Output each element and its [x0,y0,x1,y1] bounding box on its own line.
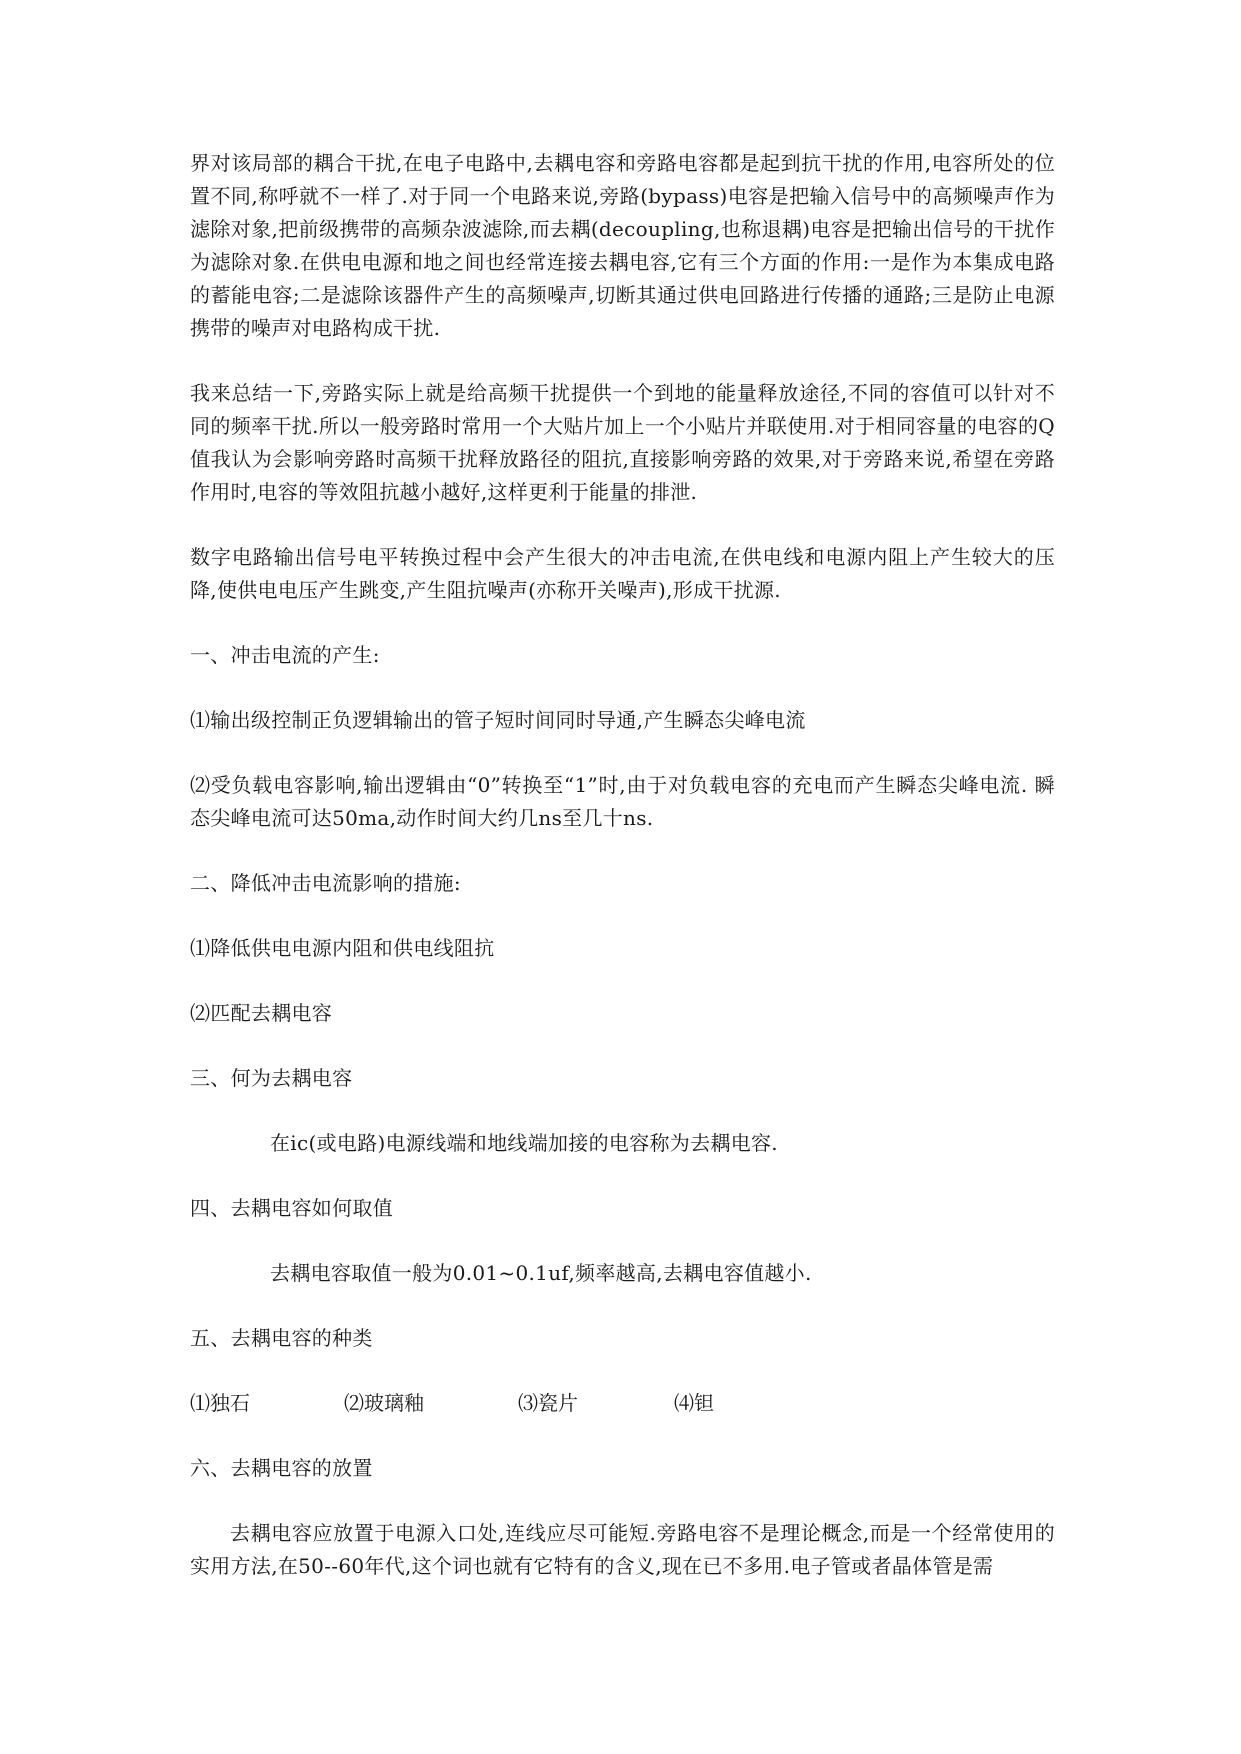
capacitor-type-item: ⑴独石 [190,1391,250,1415]
section-2-item-2: ⑵匹配去耦电容 [190,1001,333,1025]
heading-section-3: 三、何为去耦电容 [190,1066,353,1090]
heading-section-5: 五、去耦电容的种类 [190,1326,373,1350]
heading-section-2: 二、降低冲击电流影响的措施: [190,871,461,895]
section-2-item-1: ⑴降低供电电源内阻和供电线阻抗 [190,936,495,960]
capacitor-type-item: ⑷钽 [674,1391,714,1415]
paragraph-summary: 我来总结一下,旁路实际上就是给高频干扰提供一个到地的能量释放途径,不同的容值可以针对不同的频率干扰.所以一般旁路时常用一个大贴片加上一个小贴片并联使用.对于相同容量的电容的Q值我认为会影响旁路时高频干扰释放路径的阻抗,直接影响旁路的效果,对于旁路来说,希望在旁路作用时,电容的等效阻抗越小越好,这样更利于能量的排泄. [190,381,1055,504]
section-1-item-2: ⑵受负载电容影响,输出逻辑由“0”转换至“1”时,由于对负载电容的充电而产生瞬态尖峰电流. 瞬态尖峰电流可达50ma,动作时间大约几ns至几十ns. [190,773,1055,830]
document-page [190,147,1055,1583]
capacitor-types-list [190,1387,1055,1420]
paragraph-intro: 界对该局部的耦合干扰,在电子电路中,去耦电容和旁路电容都是起到抗干扰的作用,电容所处的位置不同,称呼就不一样了.对于同一个电路来说,旁路(bypass)电容是把输入信号中的高频噪声作为滤除对象,把前级携带的高频杂波滤除,而去耦(decoupling,也称退耦)电容是把输出信号的干扰作为滤除对象.在供电电源和地之间也经常连接去耦电容,它有三个方面的作用:一是作为本集成电路的蓄能电容;二是滤除该器件产生的高频噪声,切断其通过供电回路进行传播的通路;三是防止电源携带的噪声对电路构成干扰. [190,151,1055,340]
section-1-item-1: ⑴输出级控制正负逻辑输出的管子短时间同时导通,产生瞬态尖峰电流 [190,708,806,732]
heading-section-1: 一、冲击电流的产生: [190,643,380,667]
heading-section-4: 四、去耦电容如何取值 [190,1196,393,1220]
section-3-body: 在ic(或电路)电源线端和地线端加接的电容称为去耦电容. [270,1131,778,1155]
capacitor-type-item: ⑶瓷片 [518,1391,578,1415]
section-4-body: 去耦电容取值一般为0.01~0.1uf,频率越高,去耦电容值越小. [270,1261,812,1285]
section-6-body: 去耦电容应放置于电源入口处,连线应尽可能短.旁路电容不是理论概念,而是一个经常使用的实用方法,在50--60年代,这个词也就有它特有的含义,现在已不多用.电子管或者晶体管是需 [190,1521,1055,1578]
capacitor-type-item: ⑵玻璃釉 [344,1391,424,1415]
heading-section-6: 六、去耦电容的放置 [190,1456,373,1480]
paragraph-digital-circuit: 数字电路输出信号电平转换过程中会产生很大的冲击电流,在供电线和电源内阻上产生较大的压降,使供电电压产生跳变,产生阻抗噪声(亦称开关噪声),形成干扰源. [190,545,1055,602]
